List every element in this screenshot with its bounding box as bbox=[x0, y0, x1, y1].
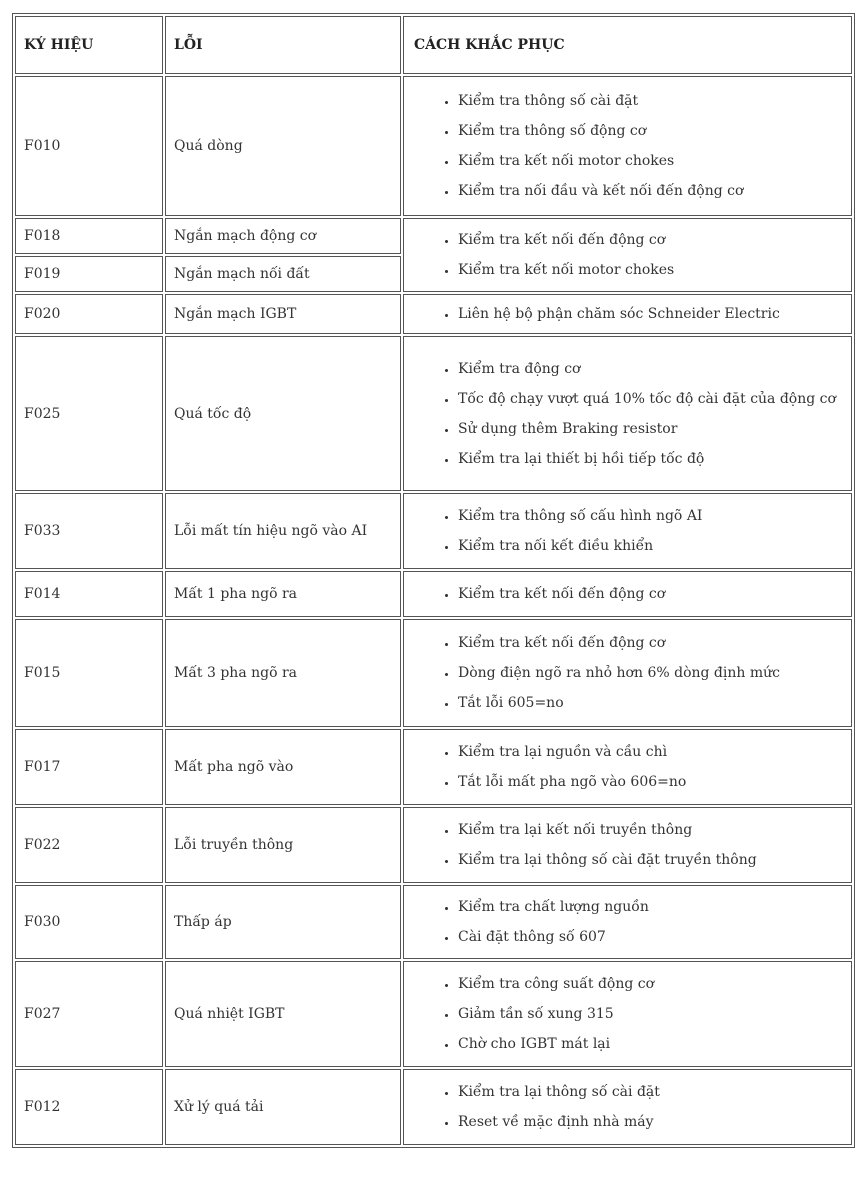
list-item: • Kiểm tra kết nối motor chokes bbox=[458, 146, 851, 176]
fault-code: F022 bbox=[15, 807, 163, 883]
list-item: • Kiểm tra kết nối đến động cơ bbox=[458, 579, 851, 609]
remedy-list bbox=[414, 737, 851, 797]
table-row bbox=[15, 218, 852, 254]
fault-code: F012 bbox=[15, 1069, 163, 1145]
fault-code-table-container bbox=[12, 13, 855, 1148]
remedy-list bbox=[414, 892, 851, 952]
fault-code: F017 bbox=[15, 729, 163, 805]
table-row bbox=[15, 1069, 852, 1145]
fault-description: Quá dòng bbox=[165, 76, 401, 216]
list-item: • Kiểm tra kết nối đến động cơ bbox=[458, 225, 851, 255]
remedy-list bbox=[414, 969, 851, 1059]
remedy-cell bbox=[403, 571, 852, 617]
list-item: • Kiểm tra lại nguồn và cầu chì bbox=[458, 737, 851, 767]
table-row bbox=[15, 493, 852, 569]
list-item: • Cài đặt thông số 607 bbox=[458, 922, 851, 952]
header-code: KÝ HIỆU bbox=[15, 16, 163, 74]
remedy-cell bbox=[403, 807, 852, 883]
table-row bbox=[15, 807, 852, 883]
fault-description: Xử lý quá tải bbox=[165, 1069, 401, 1145]
list-item: • Kiểm tra kết nối đến động cơ bbox=[458, 628, 851, 658]
remedy-cell bbox=[403, 76, 852, 216]
table-row bbox=[15, 885, 852, 959]
fault-description: Quá nhiệt IGBT bbox=[165, 961, 401, 1067]
fault-description: Mất 1 pha ngõ ra bbox=[165, 571, 401, 617]
remedy-cell bbox=[403, 294, 852, 334]
remedy-list bbox=[414, 86, 851, 206]
remedy-list bbox=[414, 501, 851, 561]
table-header-row bbox=[15, 16, 852, 74]
remedy-list bbox=[414, 354, 851, 474]
list-item: • Kiểm tra lại thiết bị hồi tiếp tốc độ bbox=[458, 444, 851, 474]
list-item: • Chờ cho IGBT mát lại bbox=[458, 1029, 851, 1059]
fault-code: F027 bbox=[15, 961, 163, 1067]
fault-code: F025 bbox=[15, 336, 163, 491]
table-row bbox=[15, 961, 852, 1067]
fault-code: F019 bbox=[15, 256, 163, 292]
fault-description: Lỗi truyền thông bbox=[165, 807, 401, 883]
fault-description: Ngắn mạch động cơ bbox=[165, 218, 401, 254]
fault-description: Thấp áp bbox=[165, 885, 401, 959]
remedy-cell bbox=[403, 729, 852, 805]
list-item: • Kiểm tra động cơ bbox=[458, 354, 851, 384]
fault-description: Lỗi mất tín hiệu ngõ vào AI bbox=[165, 493, 401, 569]
header-remedy: CÁCH KHẮC PHỤC bbox=[403, 16, 852, 74]
fault-description: Mất pha ngõ vào bbox=[165, 729, 401, 805]
list-item: • Dòng điện ngõ ra nhỏ hơn 6% dòng định mức bbox=[458, 658, 851, 688]
fault-code: F033 bbox=[15, 493, 163, 569]
remedy-list bbox=[414, 225, 851, 285]
list-item: • Kiểm tra lại kết nối truyền thông bbox=[458, 815, 851, 845]
remedy-list bbox=[414, 628, 851, 718]
remedy-cell bbox=[403, 1069, 852, 1145]
remedy-cell bbox=[403, 619, 852, 727]
fault-table-body bbox=[15, 16, 852, 1145]
list-item: • Kiểm tra công suất động cơ bbox=[458, 969, 851, 999]
fault-code: F018 bbox=[15, 218, 163, 254]
list-item: • Kiểm tra lại thông số cài đặt bbox=[458, 1077, 851, 1107]
table-row bbox=[15, 76, 852, 216]
list-item: • Tắt lỗi mất pha ngõ vào 606=no bbox=[458, 767, 851, 797]
table-row bbox=[15, 294, 852, 334]
table-row bbox=[15, 571, 852, 617]
list-item: • Tốc độ chạy vượt quá 10% tốc độ cài đặt của động cơ bbox=[458, 384, 851, 414]
remedy-list bbox=[414, 579, 851, 609]
list-item: • Reset về mặc định nhà máy bbox=[458, 1107, 851, 1137]
fault-code: F030 bbox=[15, 885, 163, 959]
table-row bbox=[15, 336, 852, 491]
list-item: • Kiểm tra thông số động cơ bbox=[458, 116, 851, 146]
fault-code: F020 bbox=[15, 294, 163, 334]
fault-description: Ngắn mạch IGBT bbox=[165, 294, 401, 334]
list-item: • Giảm tần số xung 315 bbox=[458, 999, 851, 1029]
list-item: • Kiểm tra nối kết điều khiển bbox=[458, 531, 851, 561]
fault-code-table bbox=[12, 13, 855, 1148]
list-item: • Kiểm tra nối đầu và kết nối đến động cơ bbox=[458, 176, 851, 206]
list-item: • Kiểm tra thông số cấu hình ngõ AI bbox=[458, 501, 851, 531]
list-item: • Kiểm tra chất lượng nguồn bbox=[458, 892, 851, 922]
table-row bbox=[15, 619, 852, 727]
list-item: • Kiểm tra thông số cài đặt bbox=[458, 86, 851, 116]
remedy-list bbox=[414, 815, 851, 875]
list-item: • Kiểm tra lại thông số cài đặt truyền thông bbox=[458, 845, 851, 875]
list-item: • Liên hệ bộ phận chăm sóc Schneider Electric bbox=[458, 299, 851, 329]
remedy-cell bbox=[403, 961, 852, 1067]
fault-description: Mất 3 pha ngõ ra bbox=[165, 619, 401, 727]
remedy-cell bbox=[403, 885, 852, 959]
remedy-cell bbox=[403, 493, 852, 569]
table-row bbox=[15, 729, 852, 805]
header-error: LỖI bbox=[165, 16, 401, 74]
fault-description: Ngắn mạch nối đất bbox=[165, 256, 401, 292]
fault-code: F010 bbox=[15, 76, 163, 216]
list-item: • Sử dụng thêm Braking resistor bbox=[458, 414, 851, 444]
remedy-list bbox=[414, 299, 851, 329]
list-item: • Tắt lỗi 605=no bbox=[458, 688, 851, 718]
fault-code: F014 bbox=[15, 571, 163, 617]
list-item: • Kiểm tra kết nối motor chokes bbox=[458, 255, 851, 285]
remedy-cell bbox=[403, 218, 852, 292]
remedy-cell bbox=[403, 336, 852, 491]
fault-description: Quá tốc độ bbox=[165, 336, 401, 491]
fault-code: F015 bbox=[15, 619, 163, 727]
remedy-list bbox=[414, 1077, 851, 1137]
